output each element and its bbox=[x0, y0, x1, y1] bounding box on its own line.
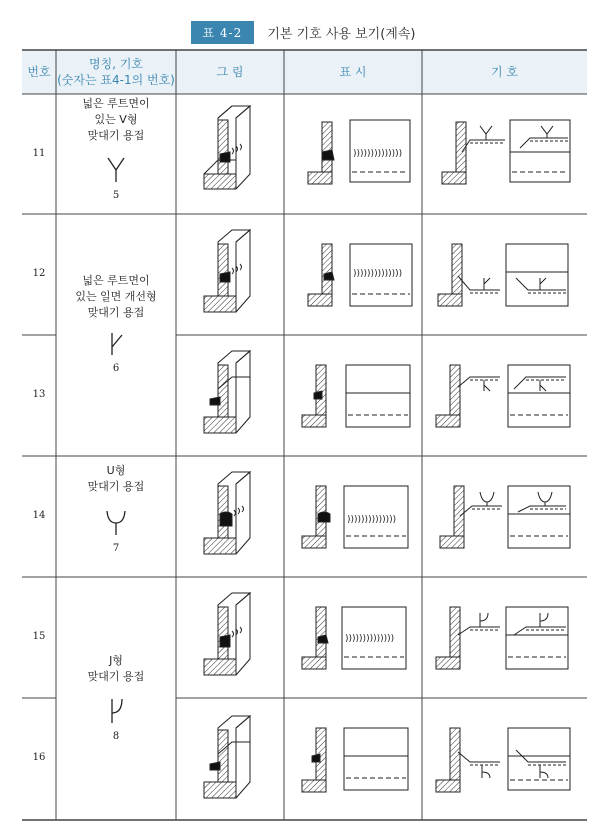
name-line: 넓은 루트면이 bbox=[82, 97, 150, 110]
name-line: 맞대기 용접 bbox=[87, 670, 145, 683]
weld-name-u bbox=[56, 463, 176, 557]
header-number: 번호 bbox=[27, 65, 51, 79]
header-name-line1: 명칭, 기호 bbox=[89, 57, 143, 71]
name-line: 맞대기 용접 bbox=[87, 480, 145, 493]
name-line: 넓은 루트면이 bbox=[82, 274, 150, 287]
header-symbol: 기 호 bbox=[491, 65, 518, 79]
reference-number: 8 bbox=[112, 731, 120, 742]
table-number-badge: 표 4-2 bbox=[191, 21, 255, 44]
svg-text:)))))))))))))): )))))))))))))) bbox=[353, 269, 403, 279]
name-line: 맞대기 용접 bbox=[87, 306, 145, 319]
header-name bbox=[56, 50, 176, 94]
row-number: 14 bbox=[32, 510, 46, 521]
name-line: 있는 일면 개선형 bbox=[75, 290, 157, 303]
header-figure: 그 림 bbox=[216, 65, 244, 79]
row-number: 15 bbox=[32, 631, 46, 642]
single-bevel-with-root-symbol-icon bbox=[56, 329, 176, 361]
y-weld-symbol-icon bbox=[56, 152, 176, 188]
j-weld-symbol-icon bbox=[56, 691, 176, 729]
table-title-text: 기본 기호 사용 보기(계속) bbox=[267, 27, 416, 42]
row-number: 11 bbox=[32, 148, 46, 159]
name-line: J형 bbox=[109, 654, 123, 667]
svg-text:)))))))))))))): )))))))))))))) bbox=[345, 634, 395, 644]
weld-name-j bbox=[56, 653, 176, 745]
reference-number: 7 bbox=[112, 543, 120, 554]
header-name-line2: (숫자는 표4-1의 번호) bbox=[57, 73, 175, 87]
name-line: 맞대기 용접 bbox=[87, 129, 145, 142]
svg-text:)))))))))))))): )))))))))))))) bbox=[347, 515, 397, 525]
row-number: 12 bbox=[32, 268, 46, 279]
u-weld-symbol-icon bbox=[56, 501, 176, 541]
header-display: 표 시 bbox=[339, 65, 367, 79]
name-line: U형 bbox=[106, 464, 126, 477]
weld-name-v bbox=[56, 96, 176, 204]
row-number: 16 bbox=[32, 752, 46, 763]
row-number: 13 bbox=[32, 389, 46, 400]
svg-text:)))))))))))))): )))))))))))))) bbox=[353, 149, 403, 159]
name-line: 있는 V형 bbox=[94, 113, 138, 126]
reference-number: 6 bbox=[112, 363, 120, 374]
reference-number: 5 bbox=[112, 190, 120, 201]
weld-name-single-bevel bbox=[56, 273, 176, 377]
